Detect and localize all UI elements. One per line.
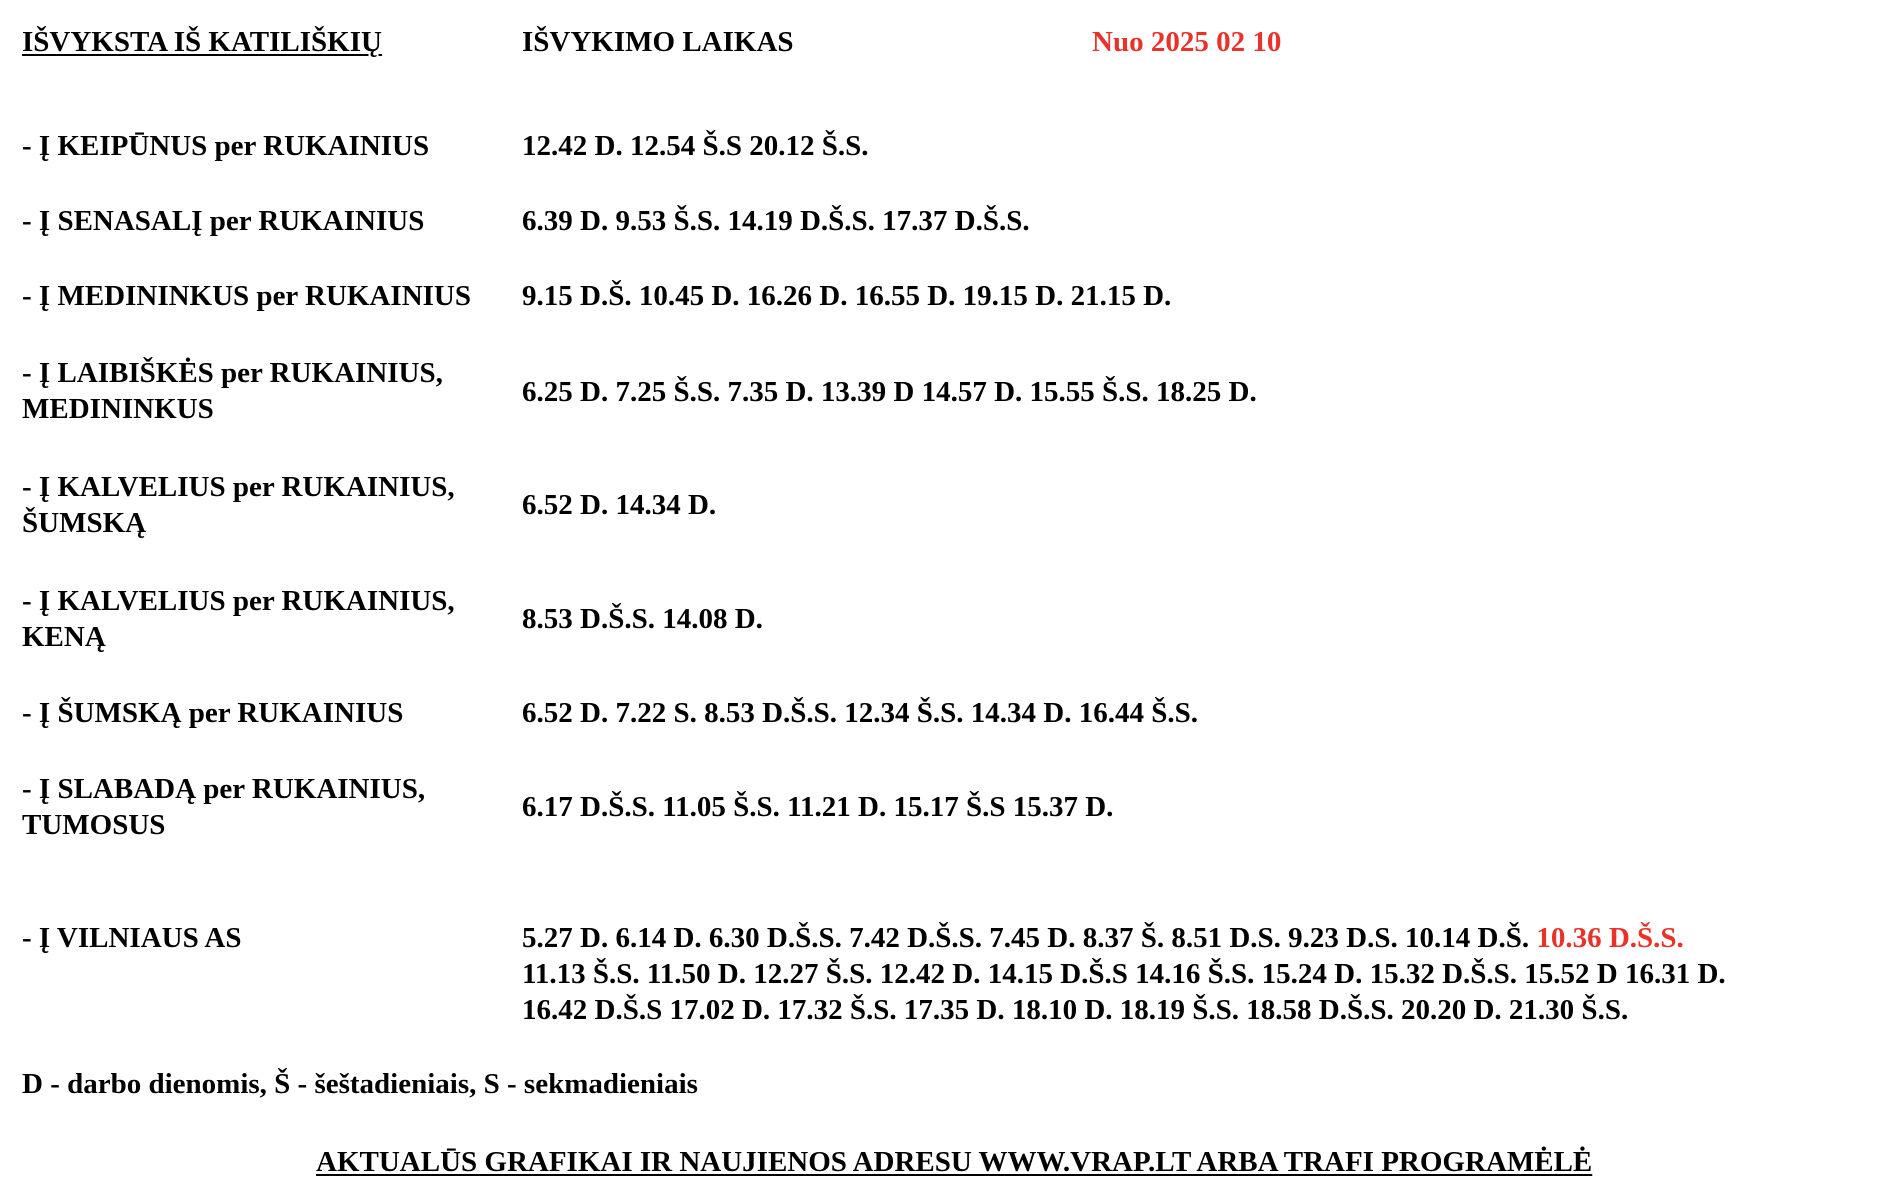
route-destination: [22, 355, 512, 427]
route-destination-line: - Į LAIBIŠKĖS per RUKAINIUS,: [22, 357, 443, 389]
highlighted-departure: 10.36 D.Š.S.: [1536, 922, 1684, 954]
route-times: 6.52 D. 7.22 S. 8.53 D.Š.S. 12.34 Š.S. 14.34 D. 16.44 Š.S.: [522, 697, 1198, 729]
route-times: 12.42 D. 12.54 Š.S 20.12 Š.S.: [522, 130, 869, 162]
route-destination: - Į ŠUMSKĄ per RUKAINIUS: [22, 697, 404, 729]
legend: D - darbo dienomis, Š - šeštadieniais, S - sekmadieniais: [22, 1068, 698, 1100]
route-destination: - Į VILNIAUS AS: [22, 922, 242, 954]
route-destination: [22, 771, 512, 843]
route-times: 6.17 D.Š.S. 11.05 Š.S. 11.21 D. 15.17 Š.S 15.37 D.: [522, 791, 1114, 823]
departs-from-heading: IŠVYKSTA IŠ KATILIŠKIŲ: [22, 26, 382, 58]
footer-notice: AKTUALŪS GRAFIKAI IR NAUJIENOS ADRESU WWW.VRAP.LT ARBA TRAFI PROGRAMĖLĖ: [316, 1146, 1593, 1178]
route-times-line: [522, 920, 1726, 956]
route-times-line: 11.13 Š.S. 11.50 D. 12.27 Š.S. 12.42 D. 14.15 D.Š.S 14.16 Š.S. 15.24 D. 15.32 D.Š.S. 15.52 D 16.31 D.: [522, 958, 1726, 990]
route-destination-line: - Į SLABADĄ per RUKAINIUS,: [22, 773, 426, 805]
route-times-segment: 5.27 D. 6.14 D. 6.30 D.Š.S. 7.42 D.Š.S. 7.45 D. 8.37 Š. 8.51 D.S. 9.23 D.S. 10.14 D.Š.: [522, 922, 1530, 954]
route-destination: - Į MEDININKUS per RUKAINIUS: [22, 280, 472, 312]
route-destination: - Į SENASALĮ per RUKAINIUS: [22, 205, 425, 237]
departure-time-heading: IŠVYKIMO LAIKAS: [522, 26, 794, 58]
route-times: 9.15 D.Š. 10.45 D. 16.26 D. 16.55 D. 19.15 D. 21.15 D.: [522, 280, 1172, 312]
route-times: 6.52 D. 14.34 D.: [522, 489, 717, 521]
valid-from-date: Nuo 2025 02 10: [1092, 26, 1282, 58]
route-times: [522, 920, 1726, 1028]
route-destination-line: ŠUMSKĄ: [22, 507, 147, 539]
route-times: 6.39 D. 9.53 Š.S. 14.19 D.Š.S. 17.37 D.Š.S.: [522, 205, 1030, 237]
route-destination-line: MEDININKUS: [22, 393, 214, 425]
route-times: 8.53 D.Š.S. 14.08 D.: [522, 603, 763, 635]
route-times-line: 16.42 D.Š.S 17.02 D. 17.32 Š.S. 17.35 D. 18.10 D. 18.19 Š.S. 18.58 D.Š.S. 20.20 D. 21.30 Š.S.: [522, 994, 1629, 1026]
route-destination: [22, 583, 512, 655]
route-destination-line: KENĄ: [22, 621, 106, 653]
route-times: 6.25 D. 7.25 Š.S. 7.35 D. 13.39 D 14.57 D. 15.55 Š.S. 18.25 D.: [522, 376, 1257, 408]
route-destination: [22, 469, 512, 541]
route-destination-line: - Į KALVELIUS per RUKAINIUS,: [22, 471, 455, 503]
route-destination-line: - Į KALVELIUS per RUKAINIUS,: [22, 585, 455, 617]
route-destination: - Į KEIPŪNUS per RUKAINIUS: [22, 130, 430, 162]
route-destination-line: TUMOSUS: [22, 809, 166, 841]
